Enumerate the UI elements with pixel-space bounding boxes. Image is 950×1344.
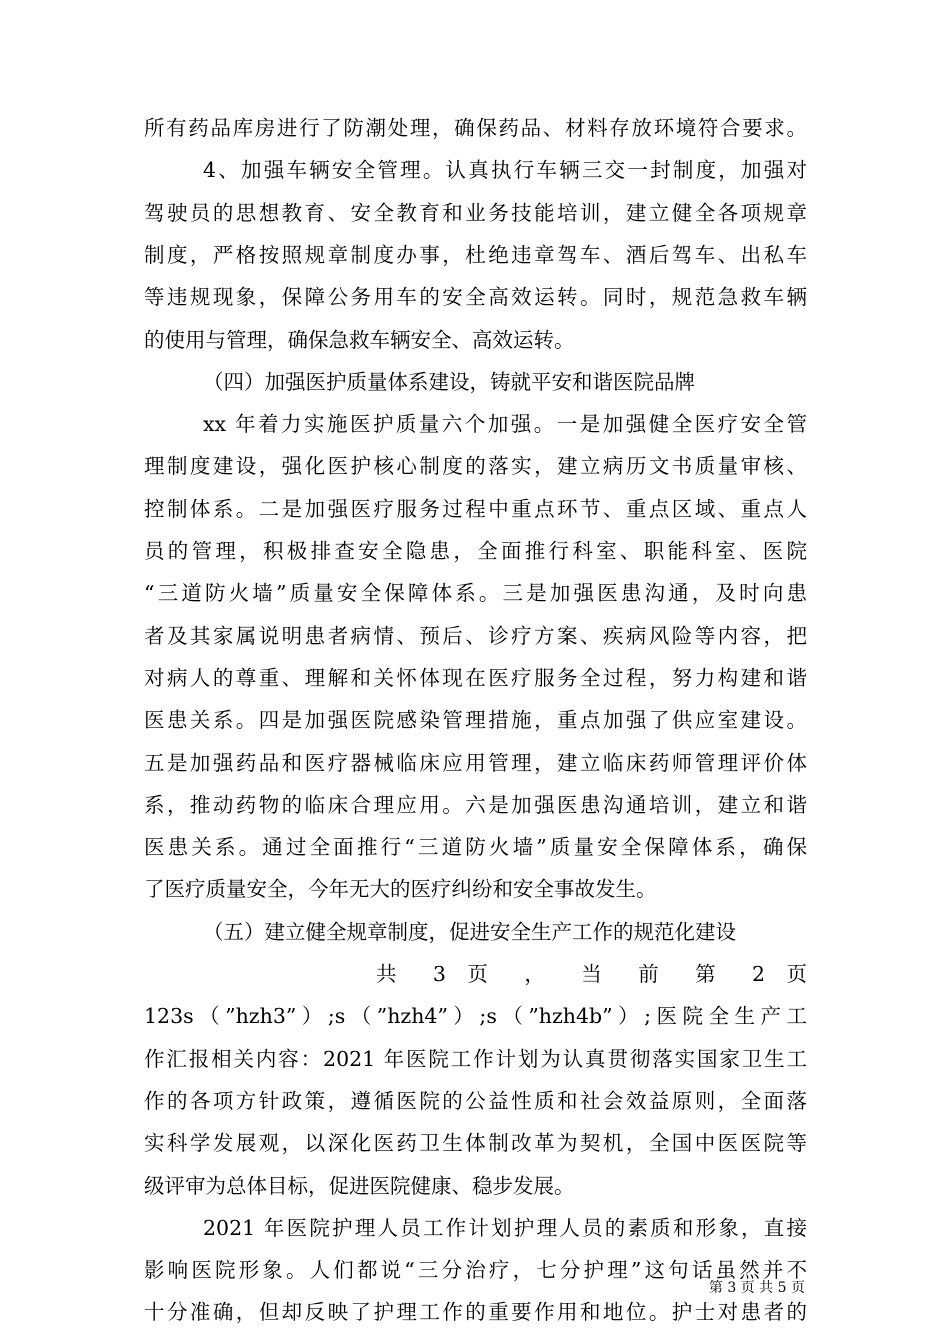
text-line: 影响医院形象。人们都说“三分治疗，七分护理”这句话虽然并不 (144, 1258, 807, 1282)
text-line: xx 年着力实施医护质量六个加强。一是加强健全医疗安全管 (203, 412, 807, 436)
text-line: 的使用与管理，确保急救车辆安全、高效运转。 (144, 328, 575, 352)
page-number: 第 3 页 共 5 页 (708, 1280, 805, 1296)
text-line: 4、加强车辆安全管理。认真执行车辆三交一封制度，加强对 (203, 158, 807, 182)
text-line: 员的管理，积极排查安全隐患，全面推行科室、职能科室、医院 (144, 539, 807, 563)
text-line: 对病人的尊重、理解和关怀体现在医疗服务全过程，努力构建和谐 (144, 666, 807, 690)
text-line: 了医疗质量安全，今年无大的医疗纠纷和安全事故发生。 (144, 877, 657, 901)
text-line: 十分准确，但却反映了护理工作的重要作用和地位。护士对患者的 (144, 1300, 807, 1324)
text-line: 理制度建设，强化医护核心制度的落实，建立病历文书质量审核、 (144, 454, 807, 478)
text-line: 医患关系。四是加强医院感染管理措施，重点加强了供应室建设。 (144, 708, 807, 732)
text-line: 者及其家属说明患者病情、预后、诊疗方案、疾病风险等内容，把 (144, 624, 807, 648)
text-line: 控制体系。二是加强医疗服务过程中重点环节、重点区域、重点人 (144, 497, 807, 521)
text-line: 五是加强药品和医疗器械临床应用管理，建立临床药师管理评价体 (144, 751, 807, 775)
text-line: 系，推动药物的临床合理应用。六是加强医患沟通培训，建立和谐 (144, 793, 807, 817)
text-line: 作汇报相关内容：2021 年医院工作计划为认真贯彻落实国家卫生工 (144, 1047, 807, 1071)
text-line: 级评审为总体目标，促进医院健康、稳步发展。 (144, 1174, 575, 1198)
text-line: “三道防火墙”质量安全保障体系。三是加强医患沟通，及时向患 (144, 581, 807, 605)
text-line: 实科学发展观，以深化医药卫生体制改革为契机，全国中医医院等 (144, 1131, 807, 1155)
text-line: 2021 年医院护理人员工作计划护理人员的素质和形象，直接 (203, 1216, 807, 1240)
text-line: 等违规现象，保障公务用车的安全高效运转。同时，规范急救车辆 (144, 285, 807, 309)
text-line: 作的各项方针政策，遵循医院的公益性质和社会效益原则，全面落 (144, 1089, 807, 1113)
section-heading: （四）加强医护质量体系建设，铸就平安和谐医院品牌 (203, 370, 695, 394)
section-heading: （五）建立健全规章制度，促进安全生产工作的规范化建设 (203, 920, 736, 944)
page-count-line: 共 3 页 ， 当 前 第 2 页 (376, 962, 807, 986)
text-line: 所有药品库房进行了防潮处理，确保药品、材料存放环境符合要求。 (144, 116, 807, 140)
text-line: 制度，严格按照规章制度办事，杜绝违章驾车、酒后驾车、出私车 (144, 243, 807, 267)
text-line: 医患关系。通过全面推行“三道防火墙”质量安全保障体系，确保 (144, 835, 807, 859)
text-line: 驾驶员的思想教育、安全教育和业务技能培训，建立健全各项规章 (144, 201, 807, 225)
text-line: 123s（”hzh3”）;s（”hzh4”）;s（”hzh4b”）;医院全生产工 (144, 1004, 807, 1028)
